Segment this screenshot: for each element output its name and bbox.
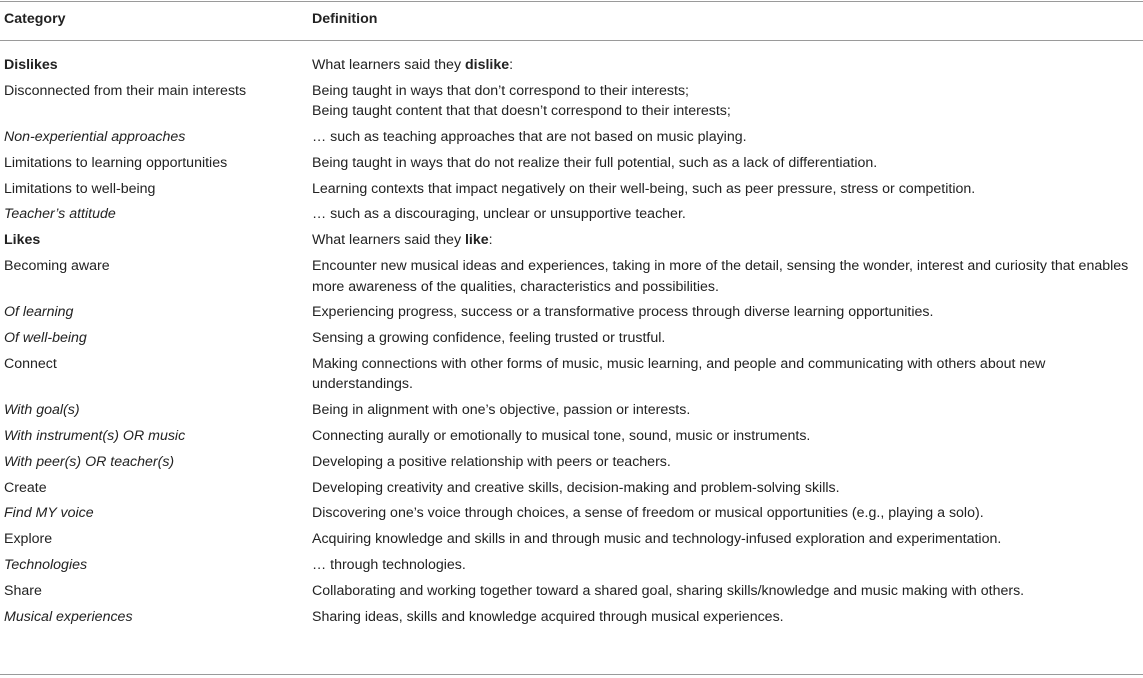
definition-text: Developing a positive relationship with peers or teachers.	[312, 453, 671, 470]
definition-text: Connecting aurally or emotionally to musical tone, sound, music or instruments.	[312, 428, 811, 445]
table-row	[0, 153, 1143, 174]
table-row	[0, 529, 1143, 550]
definition-cell	[312, 81, 1143, 122]
category-cell: Non-experiential approaches	[4, 129, 186, 146]
table-row	[0, 230, 1143, 251]
category-cell: With peer(s) OR teacher(s)	[4, 453, 175, 470]
definition-cell	[312, 230, 1143, 251]
definition-text: … through technologies.	[312, 557, 466, 574]
definition-text: Developing creativity and creative skills, decision-making and problem-solving skills.	[312, 479, 840, 496]
table-row	[0, 302, 1143, 323]
header-definition: Definition	[312, 11, 378, 27]
table-row	[0, 555, 1143, 576]
definition-cell	[312, 555, 1143, 576]
definition-cell	[312, 529, 1143, 550]
category-cell: Limitations to well-being	[4, 180, 156, 197]
table-row	[0, 400, 1143, 421]
definition-text: Experiencing progress, success or a transformative process through diverse learning opportunities.	[312, 304, 934, 321]
definition-text: What learners said they	[312, 57, 465, 73]
table-row	[0, 204, 1143, 225]
definition-cell	[312, 328, 1143, 349]
definition-text: Learning contexts that impact negatively on their well-being, such as peer pressure, stress or competition.	[312, 180, 976, 197]
category-cell: Dislikes	[4, 57, 58, 73]
category-cell: Connect	[4, 355, 57, 372]
table-row	[0, 127, 1143, 148]
category-cell: With instrument(s) OR music	[4, 428, 186, 445]
category-cell: Of well-being	[4, 330, 87, 347]
table-body	[0, 55, 1143, 632]
definition-text-line2: Being taught content that that doesn’t correspond to their interests;	[312, 103, 731, 120]
category-cell: Of learning	[4, 304, 74, 321]
definition-text: Making connections with other forms of music, music learning, and people and communicating with others about new understandings.	[312, 355, 1046, 393]
category-cell: Share	[4, 582, 42, 599]
table-row	[0, 478, 1143, 499]
category-cell: With goal(s)	[4, 402, 80, 419]
definition-cell	[312, 607, 1143, 628]
definition-cell	[312, 204, 1143, 225]
category-cell: Explore	[4, 531, 53, 548]
definition-suffix: :	[509, 57, 514, 73]
table-row	[0, 328, 1143, 349]
table-row	[0, 55, 1143, 76]
definition-cell	[312, 400, 1143, 421]
definition-text: Sharing ideas, skills and knowledge acquired through musical experiences.	[312, 608, 784, 625]
definition-cell	[312, 55, 1143, 76]
category-cell: Likes	[4, 232, 41, 249]
table-bottom-rule	[0, 674, 1143, 675]
category-cell: Limitations to learning opportunities	[4, 154, 228, 171]
category-cell: Musical experiences	[4, 608, 133, 625]
definition-emphasis: like	[464, 232, 489, 249]
category-cell: Becoming aware	[4, 258, 110, 275]
definition-cell	[312, 581, 1143, 602]
table-row	[0, 452, 1143, 473]
definition-cell	[312, 478, 1143, 499]
definition-cell	[312, 179, 1143, 200]
definition-cell	[312, 452, 1143, 473]
definition-cell	[312, 302, 1143, 323]
definition-text: Acquiring knowledge and skills in and through music and technology-infused exploration and experimentation.	[312, 531, 1002, 548]
definition-cell	[312, 503, 1143, 524]
definition-cell	[312, 127, 1143, 148]
definition-text: Discovering one’s voice through choices, a sense of freedom or musical opportunities (e.g., playing a solo).	[312, 505, 984, 522]
table-row	[0, 81, 1143, 122]
table-header-row	[0, 11, 1143, 33]
definition-cell	[312, 354, 1143, 395]
definition-text: What learners said they	[312, 232, 465, 249]
table-row	[0, 426, 1143, 447]
table-row	[0, 581, 1143, 602]
category-cell: Teacher’s attitude	[4, 206, 116, 223]
definition-text: Encounter new musical ideas and experiences, taking in more of the detail, sensing the wonder, interest and curiosity that enables more awareness of the qualities, characteristics and possibilities.	[312, 258, 1129, 295]
definition-text: Sensing a growing confidence, feeling trusted or trustful.	[312, 330, 666, 347]
table-row	[0, 256, 1143, 297]
table-row	[0, 354, 1143, 395]
category-cell: Disconnected from their main interests	[4, 82, 247, 99]
table-row	[0, 179, 1143, 200]
table-row	[0, 607, 1143, 628]
definition-cell	[312, 153, 1143, 174]
category-cell: Technologies	[4, 557, 88, 574]
definition-text: Collaborating and working together toward a shared goal, sharing skills/knowledge and music making with others.	[312, 582, 1025, 599]
table-row	[0, 503, 1143, 524]
definition-cell	[312, 256, 1143, 297]
table-top-rule	[0, 1, 1143, 2]
definition-text: … such as a discouraging, unclear or unsupportive teacher.	[312, 206, 686, 223]
definition-emphasis: dislike	[464, 57, 510, 73]
definition-text: Being taught in ways that don’t correspond to their interests;	[312, 82, 689, 99]
definition-cell	[312, 426, 1143, 447]
definition-suffix: :	[488, 232, 493, 249]
header-category: Category	[4, 11, 66, 27]
definition-text: Being in alignment with one’s objective, passion or interests.	[312, 402, 691, 419]
category-cell: Create	[4, 479, 47, 496]
definition-text: Being taught in ways that do not realize their full potential, such as a lack of differentiation.	[312, 154, 878, 171]
definition-text: … such as teaching approaches that are not based on music playing.	[312, 129, 747, 146]
table-header-rule	[0, 40, 1143, 41]
category-cell: Find MY voice	[4, 505, 94, 522]
